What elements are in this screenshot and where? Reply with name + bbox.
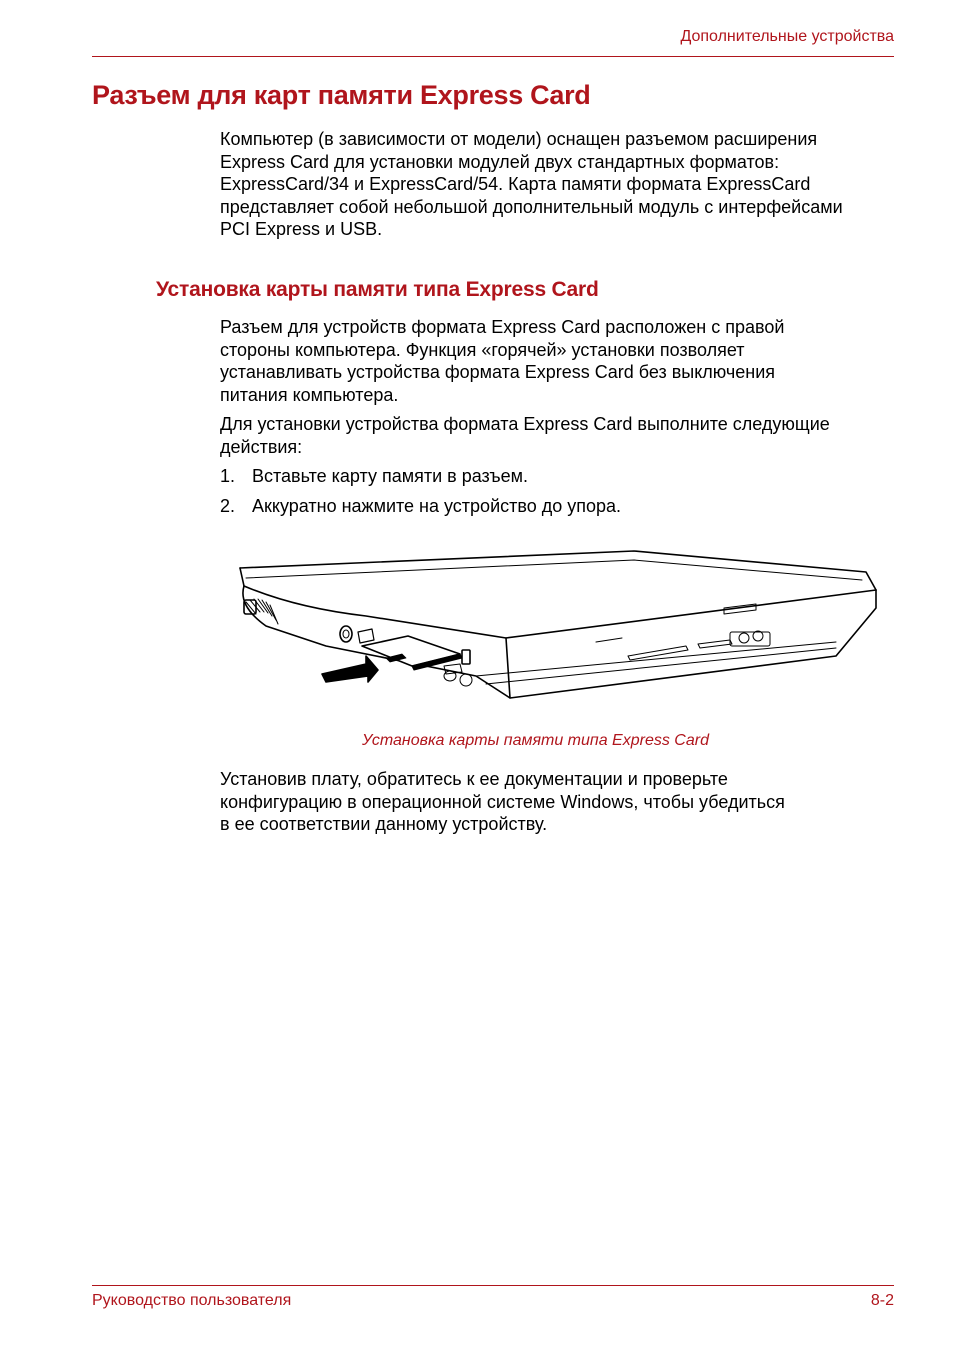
footer-manual-title: Руководство пользователя — [92, 1292, 292, 1309]
instructions-intro-paragraph: Для установки устройства формата Express Card выполните следующие действия: — [220, 414, 830, 457]
list-item — [220, 495, 621, 518]
slot-description-paragraph: Разъем для устройств формата Express Card расположен с правой стороны компьютера. Функция «горячей» установки позволяет устанавливать устройства формата Express Card без выключения питания компьютера. — [220, 317, 785, 405]
step-text: Аккуратно нажмите на устройство до упора. — [252, 496, 622, 516]
step-text: Вставьте карту памяти в разъем. — [252, 466, 529, 486]
step-number: 1. — [220, 466, 236, 486]
step-number: 2. — [220, 496, 236, 516]
footer-rule — [92, 1285, 894, 1286]
laptop-expresscard-illustration — [236, 546, 882, 706]
intro-paragraph: Компьютер (в зависимости от модели) оснащен разъемом расширения Express Card для установки модулей двух стандартных форматов: ExpressCard/34 и ExpressCard/54. Карта памяти формата ExpressCard представляет собой небольшой дополнительный модуль с интерфейсами PCI Express и USB. — [220, 129, 843, 239]
closing-paragraph: Установив плату, обратитесь к ее документации и проверьте конфигурацию в операционной системе Windows, чтобы убедиться в ее соответствии данному устройству. — [220, 769, 785, 834]
page-title: Разъем для карт памяти Express Card — [92, 80, 591, 110]
subsection-title: Установка карты памяти типа Express Card — [156, 278, 599, 301]
list-item — [220, 465, 528, 488]
running-header: Дополнительные устройства — [680, 28, 894, 45]
header-rule — [92, 56, 894, 57]
figure-caption: Установка карты памяти типа Express Card — [362, 732, 709, 749]
page-number: 8-2 — [870, 1292, 894, 1309]
